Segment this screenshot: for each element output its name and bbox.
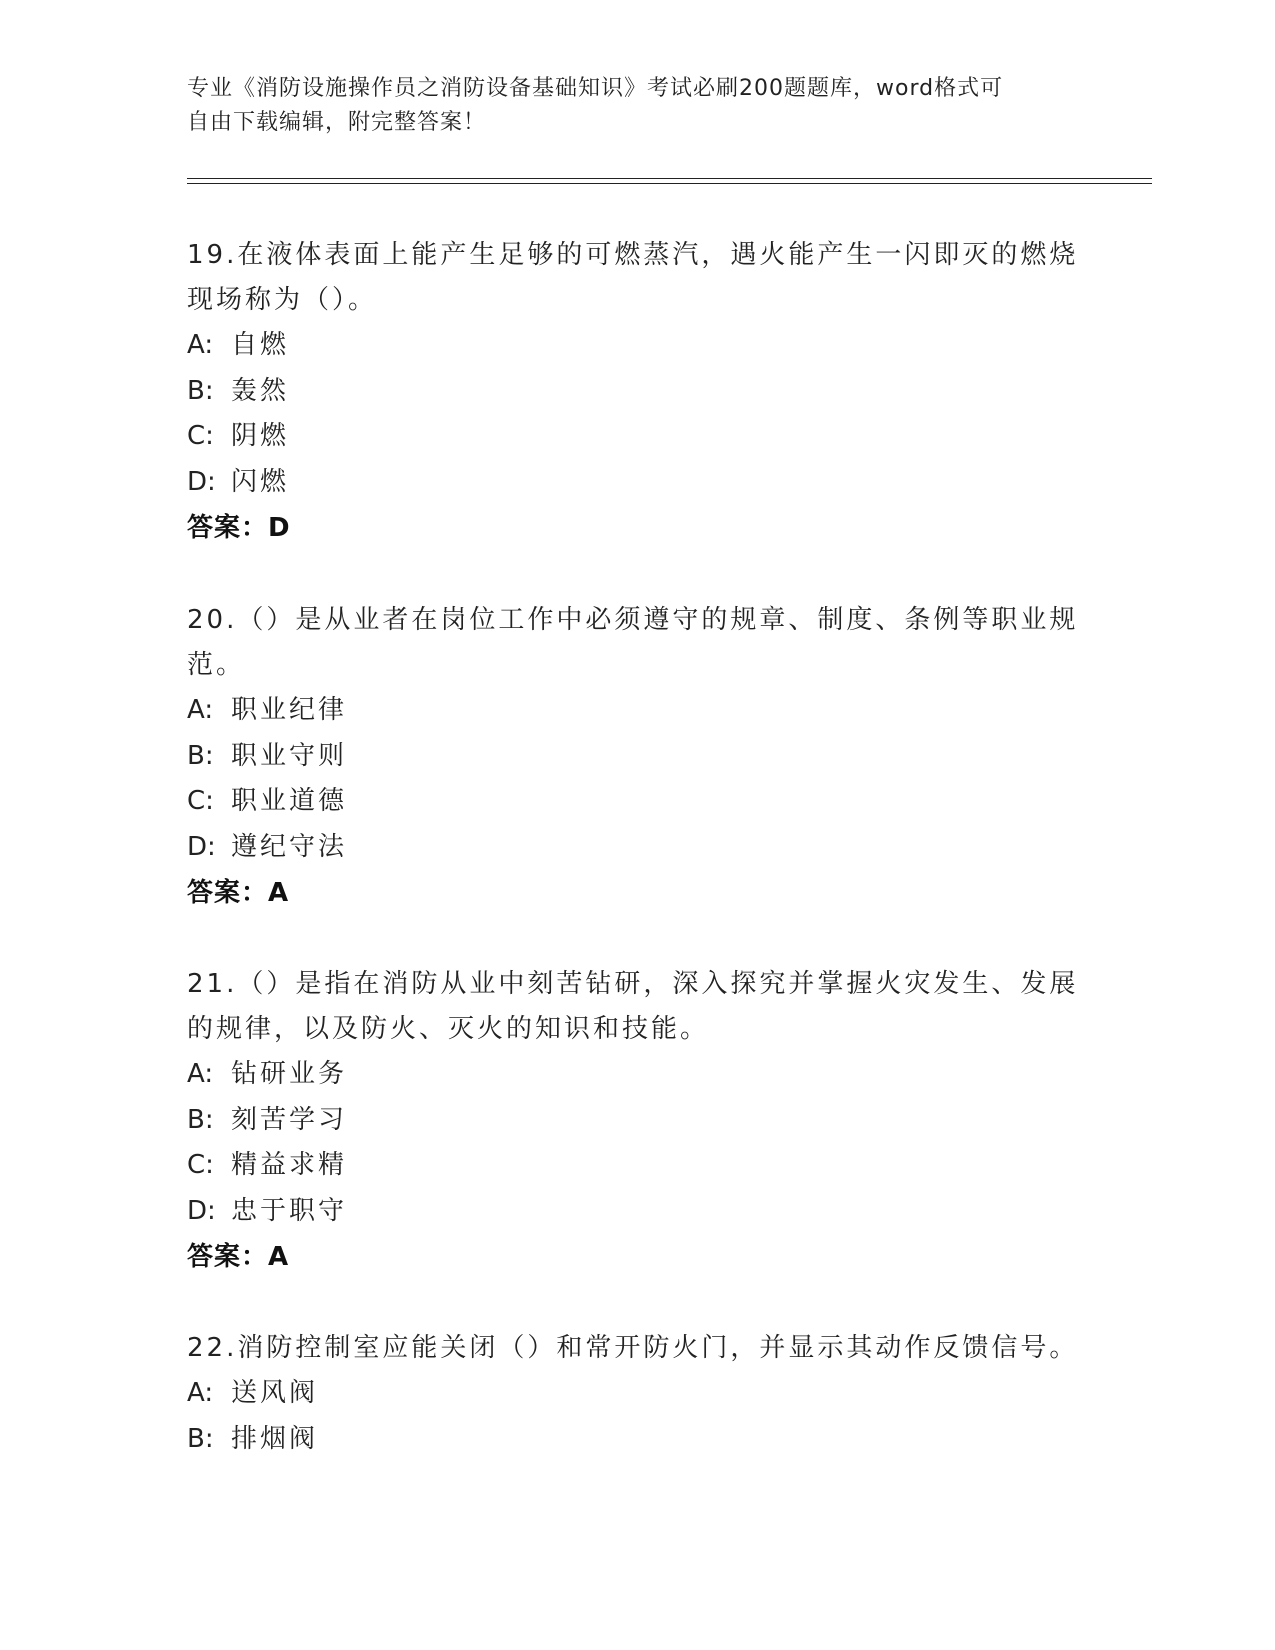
- option-text: 排烟阀: [231, 1423, 319, 1454]
- question-stem-line: 19.在液体表面上能产生足够的可燃蒸汽，遇火能产生一闪即灭的燃烧: [187, 240, 1079, 270]
- question-20: [187, 598, 1087, 916]
- question-21: [187, 962, 1087, 1280]
- option-a: [187, 323, 1087, 369]
- answer-label: 答案：A: [187, 878, 290, 908]
- option-letter: D:: [187, 1195, 216, 1226]
- option-text: 刻苦学习: [231, 1104, 348, 1135]
- option-letter: C:: [187, 786, 214, 816]
- option-letter: B:: [187, 375, 214, 406]
- option-letter: B:: [187, 740, 214, 771]
- option-d: [187, 460, 1087, 506]
- option-letter: A:: [187, 1059, 214, 1089]
- header-divider-top: [187, 178, 1152, 179]
- answer-label: 答案：A: [187, 1242, 290, 1272]
- option-a: [187, 1052, 1087, 1098]
- question-stem-line: 21.（）是指在消防从业中刻苦钻研，深入探究并掌握火灾发生、发展: [187, 969, 1079, 999]
- question-stem-line: 现场称为（）。: [187, 285, 378, 315]
- option-letter: D:: [187, 831, 216, 862]
- option-text: 轰然: [231, 375, 290, 406]
- option-d: [187, 825, 1087, 871]
- option-c: [187, 414, 1087, 460]
- option-text: 精益求精: [231, 1150, 348, 1180]
- option-a: [187, 1371, 1087, 1417]
- option-letter: C:: [187, 1150, 214, 1180]
- question-22: [187, 1326, 1087, 1462]
- option-text: 闪燃: [231, 466, 290, 497]
- option-b: [187, 1098, 1087, 1144]
- header-divider-bottom: [187, 183, 1152, 184]
- option-text: 职业纪律: [231, 695, 348, 725]
- option-c: [187, 1143, 1087, 1189]
- option-c: [187, 779, 1087, 825]
- option-text: 职业守则: [231, 740, 348, 771]
- option-b: [187, 369, 1087, 415]
- option-letter: B:: [187, 1104, 214, 1135]
- option-letter: A:: [187, 1378, 214, 1408]
- option-text: 阴燃: [231, 421, 290, 451]
- option-text: 职业道德: [231, 786, 348, 816]
- question-stem-line: 22.消防控制室应能关闭（）和常开防火门，并显示其动作反馈信号。: [187, 1333, 1079, 1363]
- option-letter: D:: [187, 466, 216, 497]
- option-letter: B:: [187, 1423, 214, 1454]
- option-letter: C:: [187, 421, 214, 451]
- answer-label: 答案：D: [187, 513, 291, 543]
- option-a: [187, 688, 1087, 734]
- option-b: [187, 734, 1087, 780]
- question-stem-line: 20.（）是从业者在岗位工作中必须遵守的规章、制度、条例等职业规: [187, 605, 1079, 635]
- option-text: 自燃: [231, 330, 290, 360]
- header-line-1: 专业《消防设施操作员之消防设备基础知识》考试必刷200题题库，word格式可: [187, 76, 1004, 101]
- option-text: 钻研业务: [231, 1059, 348, 1089]
- question-19: [187, 233, 1087, 551]
- option-d: [187, 1189, 1087, 1235]
- question-stem-line: 范。: [187, 650, 246, 680]
- question-stem-line: 的规律，以及防火、灭火的知识和技能。: [187, 1014, 710, 1044]
- option-text: 忠于职守: [231, 1195, 348, 1226]
- option-letter: A:: [187, 695, 214, 725]
- option-text: 送风阀: [231, 1378, 319, 1408]
- option-text: 遵纪守法: [231, 831, 348, 862]
- header-line-2: 自由下载编辑，附完整答案！: [187, 110, 487, 135]
- option-b: [187, 1417, 1087, 1463]
- option-letter: A:: [187, 330, 214, 360]
- document-header: [187, 72, 1067, 140]
